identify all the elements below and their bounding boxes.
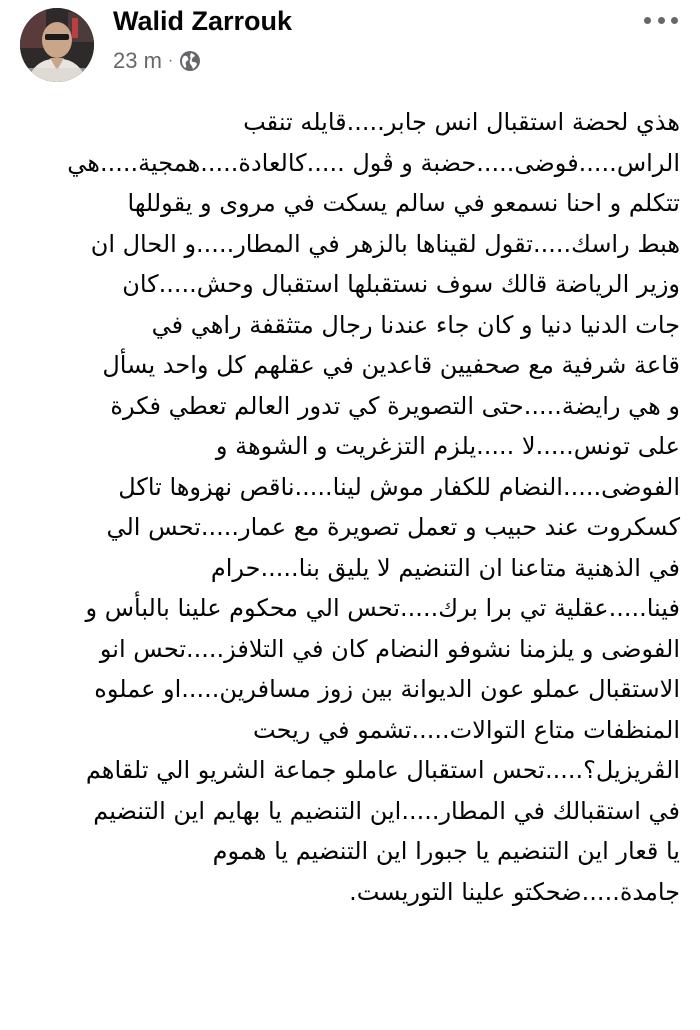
post-line: تتكلم و احنا نسمعو في سالم يسكت في مروى و يقوللها — [127, 189, 680, 217]
post-text — [30, 102, 680, 912]
author-name[interactable]: Walid Zarrouk — [113, 6, 293, 36]
dot — [671, 17, 678, 24]
post-line: يا قعار اين التنضيم يا جبورا اين التنضيم يا هموم — [212, 837, 680, 865]
post-line: في الذهنية متاعنا ان التنضيم لا يليق بنا.....حرام — [210, 553, 680, 582]
post-line: و هي رايضة.....حتى التصويرة كي تدور العالم تعطي فكرة — [110, 391, 680, 420]
dot — [658, 17, 665, 24]
post-meta — [113, 46, 201, 76]
post-line: هبط راسك.....تقول لقيناها بالزهر في المطار.....و الحال ان — [90, 229, 680, 258]
meta-separator: · — [167, 52, 174, 69]
author-avatar[interactable] — [20, 8, 94, 82]
dot — [644, 17, 651, 24]
post-line: في استقبالك في المطار.....اين التنضيم يا بهايم اين التنضيم — [93, 796, 680, 825]
post-line: جات الدنيا دنيا و كان جاء عندنا رجال متثقفة راهي في — [151, 310, 680, 339]
more-options-icon[interactable] — [644, 8, 678, 32]
post-line: على تونس.....لا .....يلزم التزغريت و الشوهة و — [215, 432, 680, 460]
post-line: كسكروت عند حبيب و تعمل تصويرة مع عمار.....تحس الي — [106, 513, 680, 541]
post-line: وزير الرياضة قالك سوف نستقبلها استقبال وحش.....كان — [122, 270, 680, 298]
post-line: المنظفات متاع التوالات.....تشمو في ريحت — [253, 715, 680, 744]
post-header — [0, 0, 700, 90]
post-line: قاعة شرفية مع صحفيين قاعدين في عقلهم كل واحد يسأل — [102, 351, 680, 379]
post-line: الفوضى و يلزمنا نشوفو النضام كان في التلافز.....تحس انو — [99, 634, 680, 663]
post-line: هذي لحضة استقبال انس جابر.....قايله تنقب — [243, 108, 680, 136]
post-line: الراس.....فوضى.....حضبة و ڨول .....كالعادة.....همجية.....هي — [67, 148, 680, 177]
post-line: الفوضى.....النضام للكفار موش لينا.....ناقص نهزوها تاكل — [118, 472, 680, 501]
post-line: الڨريزيل؟.....تحس استقبال عاملو جماعة الشريو الي تلقاهم — [85, 756, 680, 784]
post-line: جامدة.....ضحكتو علينا التوريست. — [349, 877, 680, 906]
post-line: فينا.....عقلية تي برا برك.....تحس الي محكوم علينا بالبأس و — [85, 594, 680, 622]
post-line: الاستقبال عملو عون الديوانة بين زوز مسافرين.....او عملوه — [94, 675, 680, 703]
avatar-photo — [20, 8, 94, 82]
globe-icon[interactable] — [179, 50, 201, 72]
post-timestamp[interactable]: 23 m — [113, 48, 162, 73]
